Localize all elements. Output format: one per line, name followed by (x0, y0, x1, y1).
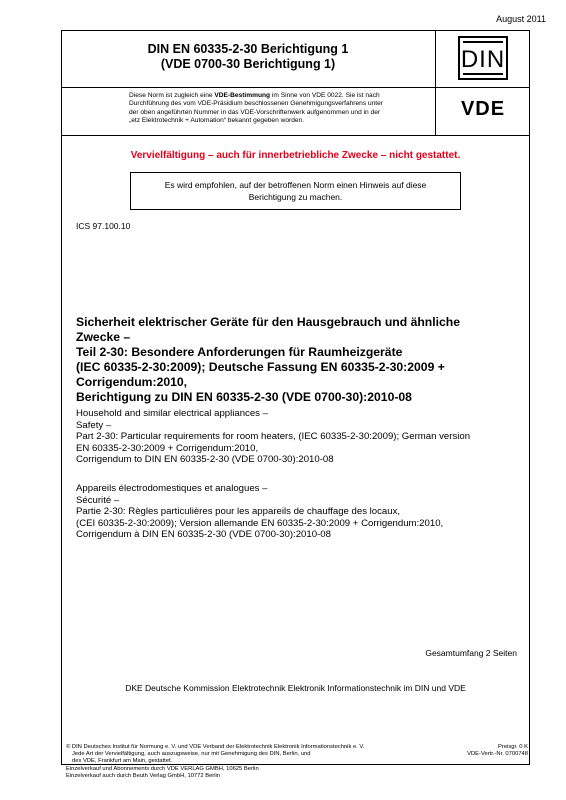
total-pages: Gesamtumfang 2 Seiten (425, 648, 517, 658)
vde-order-number: VDE-Vertr.-Nr. 0700748 (467, 751, 528, 758)
price-group: Preisgr. 0 K (498, 744, 528, 750)
dke-line: DKE Deutsche Kommission Elektrotechnik Elektronik Informationstechnik im DIN und VDE (125, 683, 466, 693)
german-title-line: Teil 2-30: Besondere Anforderungen für Raumheizgeräte (76, 345, 403, 359)
english-title-line: Household and similar electrical appliances – (76, 408, 268, 419)
english-title-line: Part 2-30: Particular requirements for room heaters, (IEC 60335-2-30:2009); German version (76, 431, 471, 442)
vde-note-line: „etz Elektrotechnik + Automation“ bekannt gegeben worden. (129, 116, 305, 124)
english-title (76, 408, 526, 466)
issue-date: August 2011 (496, 14, 546, 24)
reproduction-notice: Vervielfältigung – auch für innerbetriebliche Zwecke – nicht gestattet. (130, 150, 461, 161)
french-title-line: Partie 2-30: Règles particulières pour les appareils de chauffage des locaux, (76, 506, 401, 517)
english-title-line: Corrigendum to DIN EN 60335-2-30 (VDE 0700-30):2010-08 (76, 454, 334, 465)
vde-regulation-note (61, 88, 436, 136)
din-logo-box (436, 30, 530, 88)
french-title-line: Corrigendum à DIN EN 60335-2-30 (VDE 0700-30):2010-08 (76, 529, 331, 540)
german-title-line: Corrigendum:2010, (76, 375, 188, 389)
vde-note-line: Diese Norm ist zugleich eine VDE-Bestimmung im Sinne von VDE 0022. Sie ist nach (129, 92, 380, 99)
footer-line: Einzelverkauf und Abonnements durch VDE VERLAG GMBH, 10625 Berlin (66, 765, 259, 772)
footer-line: © DIN Deutsches Institut für Normung e. V. und VDE Verband der Elektrotechnik Elektronik Informationstechnik e. V. (66, 744, 365, 750)
vde-number: (VDE 0700-30 Berichtigung 1) (160, 57, 336, 71)
german-title-line: (IEC 60335-2-30:2009); Deutsche Fassung EN 60335-2-30:2009 + (76, 360, 445, 374)
din-logo-text: DIN (460, 46, 506, 73)
vde-logo-box (436, 88, 530, 136)
copyright-footer (66, 744, 456, 780)
recommendation-box (130, 172, 461, 210)
french-title-line: Appareils électrodomestiques et analogues – (76, 483, 268, 494)
german-title (76, 315, 516, 405)
footer-line: des VDE, Frankfurt am Main, gestattet. (72, 758, 173, 765)
german-title-line: Sicherheit elektrischer Geräte für den Hausgebrauch und ähnliche (76, 315, 461, 329)
french-title (76, 483, 526, 541)
vde-note-line: Durchführung des vom VDE-Präsidium beschlossenen Genehmigungsverfahrens unter (129, 100, 383, 108)
english-title-line: EN 60335-2-30:2009 + Corrigendum:2010, (76, 442, 259, 454)
english-title-line: Safety – (76, 419, 112, 431)
standard-title-box (61, 30, 436, 88)
german-title-line: Berichtigung zu DIN EN 60335-2-30 (VDE 0700-30):2010-08 (76, 390, 412, 404)
standard-number: DIN EN 60335-2-30 Berichtigung 1 (147, 42, 349, 56)
price-footer (408, 744, 528, 758)
ics-code: ICS 97.100.10 (76, 221, 131, 231)
footer-line: Jede Art der Vervielfältigung, auch auszugsweise, nur mit Genehmigung des DIN, Berlin, und (72, 751, 311, 758)
footer-line: Einzelverkauf auch durch Beuth Verlag GmbH, 10772 Berlin (66, 772, 221, 779)
french-title-line: Sécurité – (76, 494, 120, 506)
recommendation-line: Berichtigung zu machen. (248, 192, 343, 202)
recommendation-line: Es wird empfohlen, auf der betroffenen Norm einen Hinweis auf diese (164, 180, 427, 190)
german-title-line: Zwecke – (76, 330, 131, 344)
french-title-line: (CEI 60335-2-30:2009); Version allemande EN 60335-2-30:2009 + Corrigendum:2010, (76, 517, 444, 529)
din-logo (458, 36, 508, 80)
vde-note-line: der oben angeführten Nummer in das VDE-Vorschriftenwerk aufgenommen und in der (129, 108, 381, 116)
vde-logo: VDE (460, 98, 506, 120)
